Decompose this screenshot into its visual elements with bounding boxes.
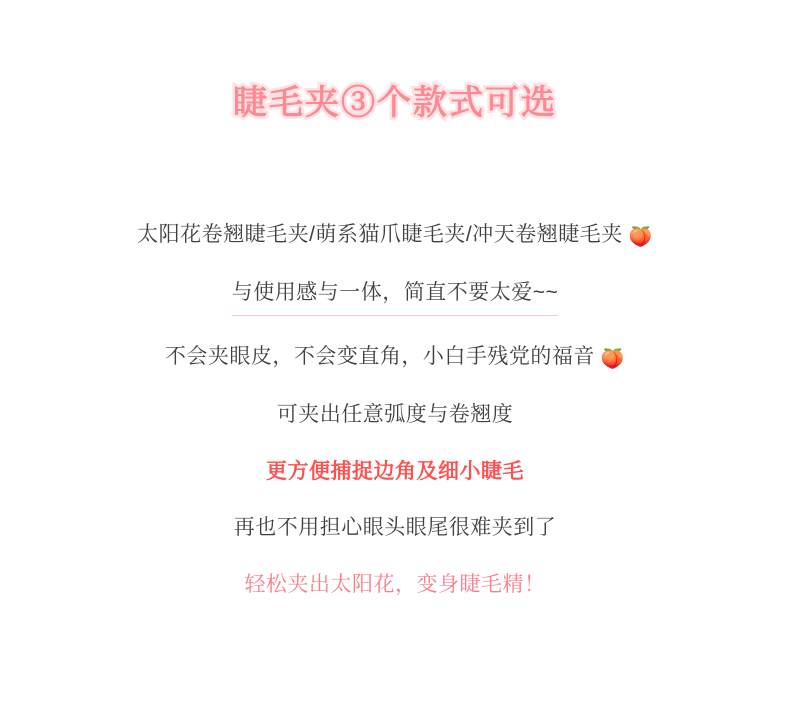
peach-icon: 🍑 [600,348,626,370]
peach-icon: 🍑 [628,226,653,248]
page-title: 睫毛夹③个款式可选 [233,83,557,122]
description-line-2-text: 与使用感与一体，简直不要太爱~~ [231,281,559,305]
description-line-6: 再也不用担心眼头眼尾很难夹到了 [233,516,557,540]
description-line-5: 更方便捕捉边角及细小睫毛 [266,459,524,483]
description-line-row [0,218,790,253]
description-line-3 [0,340,790,375]
description-line-1 [0,218,790,253]
description-line-4: 可夹出任意弧度与卷翘度 [276,403,514,427]
product-description-page [0,58,790,713]
description-line-7: 轻松夹出太阳花，变身睫毛精！ [244,572,546,596]
description-line-row [0,511,790,545]
description-lines [0,218,790,602]
description-line-row [0,568,790,602]
description-line-1-text: 太阳花卷翘睫毛夹/萌系猫爪睫毛夹/冲天卷翘睫毛夹 [137,222,623,246]
description-line-row [0,276,790,340]
description-line-row [0,455,790,489]
page-title-container [0,58,790,148]
description-line-3-text: 不会夹眼皮，不会变直角，小白手残党的福音 [164,344,595,368]
description-line-row [0,398,790,432]
description-line-row [0,340,790,375]
description-line-2 [232,276,559,316]
